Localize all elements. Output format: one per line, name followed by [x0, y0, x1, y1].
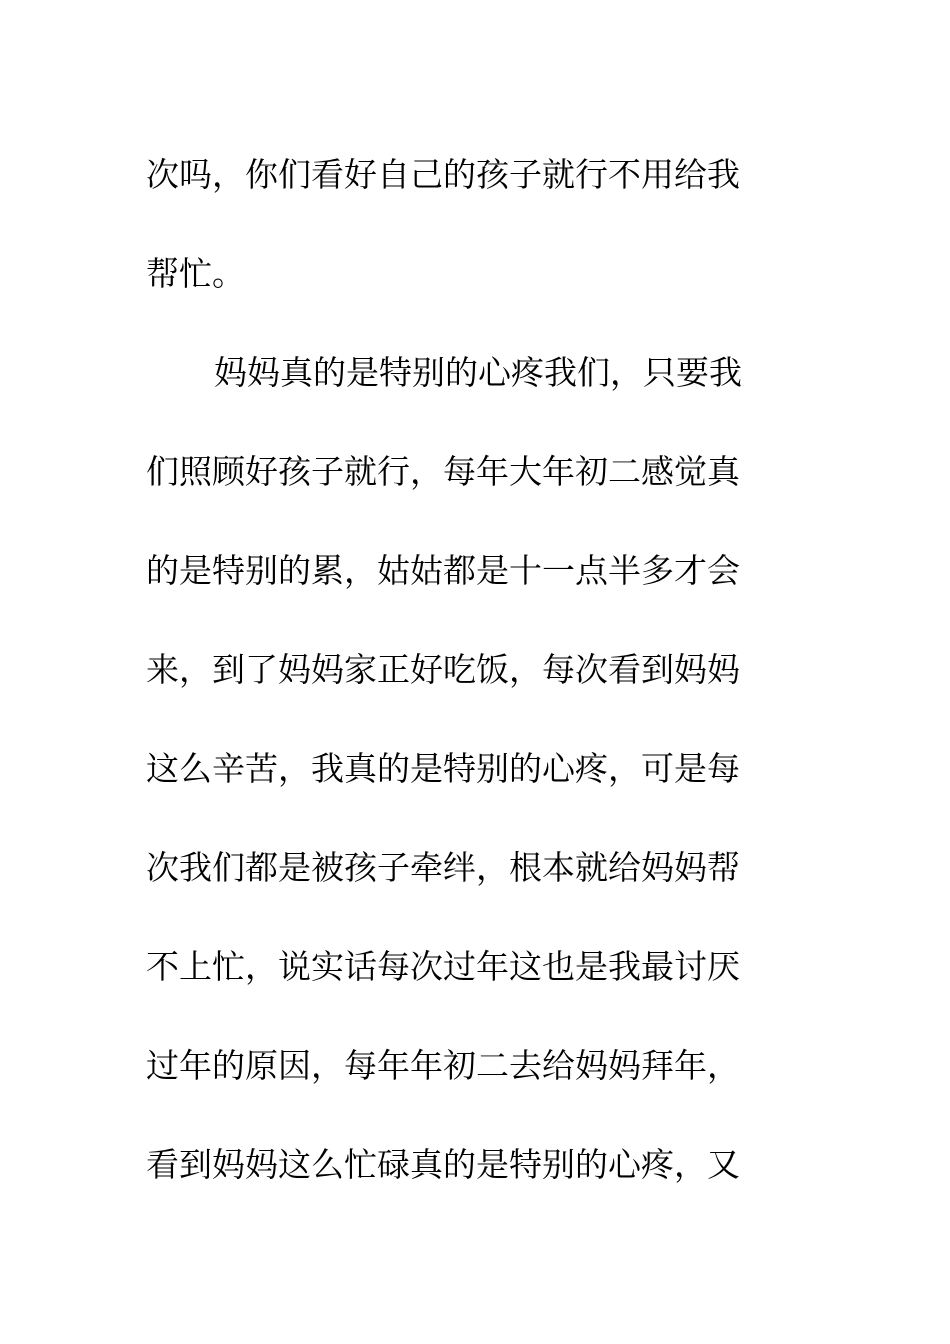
text-line-6: 来，到了妈妈家正好吃饭，每次看到妈妈: [146, 650, 740, 689]
body-text: [146, 125, 786, 1214]
text-line-4: 们照顾好孩子就行，每年大年初二感觉真: [146, 452, 740, 491]
text-line-9: 不上忙，说实话每次过年这也是我最讨厌: [146, 947, 740, 986]
text-line-8: 次我们都是被孩子牵绊，根本就给妈妈帮: [146, 848, 740, 887]
text-line-10: 过年的原因，每年年初二去给妈妈拜年，: [146, 1046, 740, 1085]
text-line-5: 的是特别的累，姑姑都是十一点半多才会: [146, 551, 740, 590]
text-line-7: 这么辛苦，我真的是特别的心疼，可是每: [146, 749, 740, 788]
text-line-1: 次吗，你们看好自己的孩子就行不用给我: [146, 155, 740, 194]
text-line-11: 看到妈妈这么忙碌真的是特别的心疼，又: [146, 1145, 740, 1184]
text-line-3: 妈妈真的是特别的心疼我们，只要我: [214, 353, 742, 392]
text-line-2: 帮忙。: [146, 254, 245, 293]
